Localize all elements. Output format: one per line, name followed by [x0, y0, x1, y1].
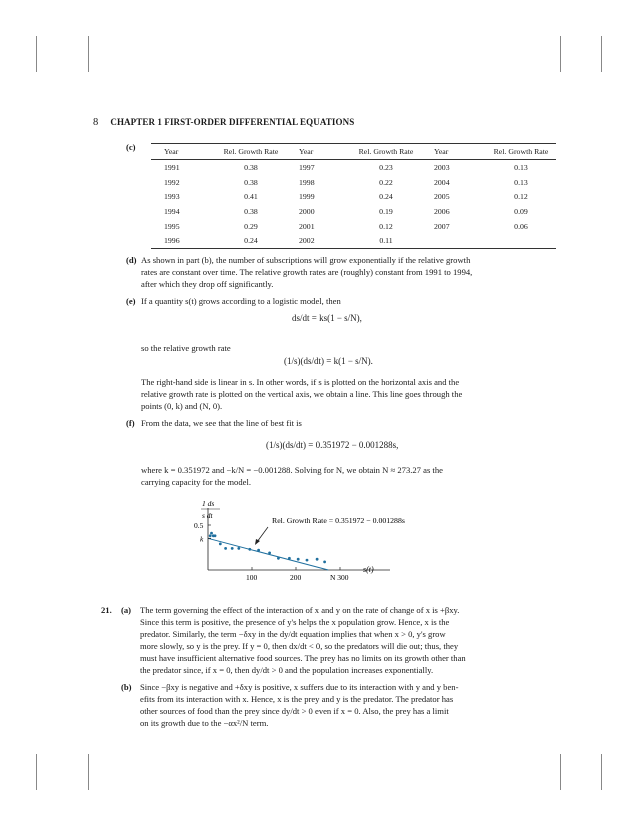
table-header-cell: Year: [286, 144, 351, 160]
y-tick-label: 0.5: [194, 521, 204, 530]
crop-mark: [601, 36, 602, 72]
x-tick-label: 100: [246, 573, 258, 582]
table-cell: 1996: [151, 233, 216, 248]
data-point: [219, 543, 222, 546]
annotation-arrow: [257, 527, 268, 542]
problem-21a-line: Since this term is positive, the presence of y's helps the x population grow. Hence, x is the: [140, 617, 450, 627]
table-cell: 0.12: [514, 192, 528, 202]
page-header: [93, 117, 354, 128]
table-cell: 2007: [434, 221, 450, 231]
chapter-title: CHAPTER 1 FIRST-ORDER DIFFERENTIAL EQUATIONS: [110, 117, 355, 127]
table-cell: 0.41: [244, 192, 258, 202]
table-header-cell: Year: [421, 144, 486, 160]
table-cell: 0.29: [244, 221, 258, 231]
data-point: [212, 534, 215, 537]
table-cell: 1995: [164, 221, 180, 231]
data-point: [231, 547, 234, 550]
x-tick-label: 200: [290, 573, 302, 582]
data-point: [210, 532, 213, 535]
part-f-line: where k = 0.351972 and −k/N = −0.001288. Solving for N, we obtain N ≈ 273.27 as the: [141, 465, 443, 475]
table-header-cell: Rel. Growth Rate: [486, 144, 556, 160]
part-d-line: As shown in part (b), the number of subscriptions will grow exponentially if the relative growth: [141, 255, 471, 265]
data-point: [277, 557, 280, 560]
crop-mark: [560, 754, 561, 790]
table-cell: 2005: [434, 192, 450, 202]
table-cell: 1994: [164, 206, 180, 216]
problem-21b-line: Since −βxy is negative and +δxy is positive, x suffers due to its interaction with y and y ben-: [140, 682, 459, 692]
problem-21b-line: on its growth due to the −αx²/N term.: [140, 718, 269, 728]
crop-mark: [88, 36, 89, 72]
table-cell: 2000: [299, 206, 315, 216]
data-point: [224, 547, 227, 550]
problem-21b-label: (b): [121, 682, 132, 692]
part-e-line: points (0, k) and (N, 0).: [141, 401, 223, 411]
table-cell: 0.22: [379, 177, 393, 187]
problem-21a-line: predator. Similarly, the term −δxy in the dy/dt equation implies that when x > 0, y's grow: [140, 629, 446, 639]
growth-rate-table: [151, 143, 556, 249]
problem-21b-line: other sources of food than the prey since dy/dt > 0 even if x = 0. Also, the prey has a limit: [140, 706, 449, 716]
table-cell: 0.06: [514, 221, 528, 231]
table-cell: 0.24: [216, 233, 286, 248]
table-cell: 0.24: [379, 192, 393, 202]
part-d-line: after which they drop off significantly.: [141, 279, 274, 289]
table-cell: 0.19: [379, 206, 393, 216]
relative-growth-equation: (1/s)(ds/dt) = k(1 − s/N).: [284, 356, 373, 366]
table-cell: 0.38: [244, 206, 258, 216]
table-cell: 2002: [286, 233, 351, 248]
problem-number: 21.: [101, 605, 112, 615]
part-f-intro: From the data, we see that the line of best fit is: [141, 418, 302, 428]
table-header-row: [151, 144, 556, 160]
part-e-line: relative growth rate is plotted on the vertical axis, we obtain a line. This line goes through the: [141, 389, 463, 399]
data-point: [214, 534, 217, 537]
page-number: 8: [93, 117, 99, 128]
crop-mark: [36, 36, 37, 72]
best-fit-line: [208, 538, 328, 570]
x-axis-label: s(t): [363, 565, 374, 574]
table-cell: 0.13: [514, 177, 528, 187]
table-cell: 0.38: [244, 177, 258, 187]
part-f-label: (f): [126, 418, 135, 428]
part-e-line: The right-hand side is linear in s. In other words, if s is plotted on the horizontal axis and the: [141, 377, 460, 387]
table-row: [151, 219, 556, 234]
part-e-intro: If a quantity s(t) grows according to a logistic model, then: [141, 296, 341, 306]
table-header-cell: Rel. Growth Rate: [216, 144, 286, 160]
table-cell: 2004: [434, 177, 450, 187]
problem-21b-line: efits from its interaction with x. Hence, x is the prey and y is the predator. The predator has: [140, 694, 454, 704]
table-row: [151, 189, 556, 204]
logistic-equation: ds/dt = ks(1 − s/N),: [292, 313, 362, 323]
y-axis-label-den: s dt: [202, 511, 213, 520]
table-cell: 1991: [164, 162, 180, 172]
table-cell: 2003: [434, 162, 450, 172]
best-fit-annotation: Rel. Growth Rate = 0.351972 − 0.001288s: [272, 516, 405, 525]
problem-21a-line: The term governing the effect of the interaction of x and y on the rate of change of x is +βxy.: [140, 605, 460, 615]
table-cell: 1993: [164, 192, 180, 202]
data-point: [288, 557, 291, 560]
data-point: [297, 558, 300, 561]
problem-21a-label: (a): [121, 605, 132, 615]
table-cell: 1997: [299, 162, 315, 172]
best-fit-equation: (1/s)(ds/dt) = 0.351972 − 0.001288s,: [266, 440, 399, 450]
y-axis-label-num: 1 ds: [202, 499, 215, 508]
table-cell: [486, 233, 556, 248]
annotation-arrowhead: [255, 539, 260, 545]
table-cell: [421, 233, 486, 248]
table-cell: 1998: [299, 177, 315, 187]
problem-21a-line: must have insufficient alternative food sources. The prey has no limits on its growth other than: [140, 653, 466, 663]
part-d-line: rates are constant over time. The relative growth rates are (roughly) constant from 1991 to 1994,: [141, 267, 473, 277]
table-row: [151, 175, 556, 190]
table-cell: 0.38: [244, 162, 258, 172]
table-cell: 0.12: [379, 221, 393, 231]
table-row: [151, 204, 556, 219]
y-tick-label: k: [200, 534, 204, 544]
table-header-cell: Year: [151, 144, 216, 160]
data-point: [209, 534, 212, 537]
crop-mark: [88, 754, 89, 790]
part-c-label: (c): [126, 142, 136, 152]
table-header-cell: Rel. Growth Rate: [351, 144, 421, 160]
table-cell: 0.11: [351, 233, 421, 248]
part-f-line: carrying capacity for the model.: [141, 477, 251, 487]
data-point: [306, 559, 309, 562]
crop-mark: [601, 754, 602, 790]
table-row: [151, 160, 556, 175]
crop-mark: [560, 36, 561, 72]
data-point: [268, 552, 271, 555]
data-point: [237, 547, 240, 550]
part-e-mid: so the relative growth rate: [141, 343, 231, 353]
data-point: [248, 548, 251, 551]
data-point: [316, 558, 319, 561]
table-cell: 2006: [434, 206, 450, 216]
part-d-label: (d): [126, 255, 137, 265]
table-cell: 1992: [164, 177, 180, 187]
table-row: [151, 233, 556, 248]
data-point: [323, 561, 326, 564]
x-tick-label: N 300: [330, 573, 349, 582]
problem-21a-line: more slowly, so y is the prey. If y = 0, then dx/dt < 0, so the predators will die out; thus, they: [140, 641, 459, 651]
part-e-label: (e): [126, 296, 136, 306]
table-cell: 1999: [299, 192, 315, 202]
problem-21a-line: the predator since, if x = 0, then dy/dt > 0 and the population increases exponentially.: [140, 665, 434, 675]
data-point: [257, 549, 260, 552]
table-cell: 0.23: [379, 162, 393, 172]
table-cell: 0.13: [514, 162, 528, 172]
crop-mark: [36, 754, 37, 790]
table-cell: 0.09: [514, 206, 528, 216]
table-cell: 2001: [299, 221, 315, 231]
